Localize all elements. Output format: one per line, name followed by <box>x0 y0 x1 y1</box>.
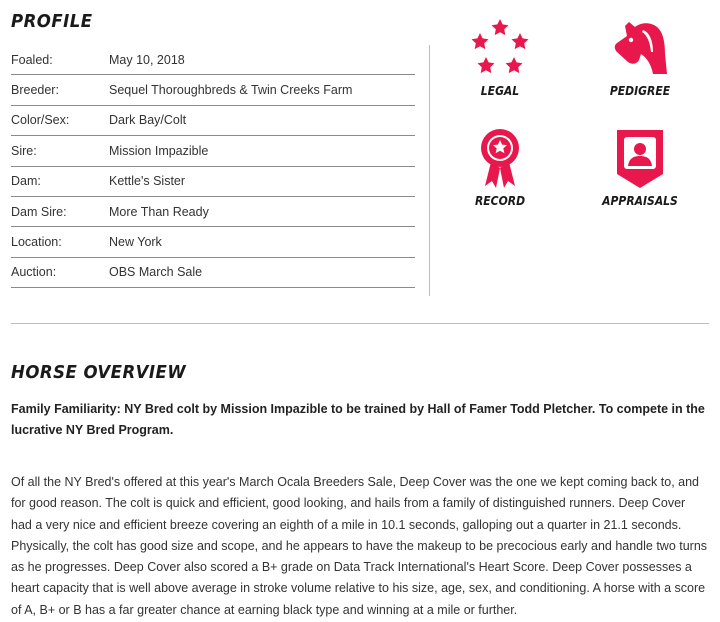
overview-heading: HORSE OVERVIEW <box>11 362 187 383</box>
profile-heading: PROFILE <box>11 11 93 32</box>
row-value: Dark Bay/Colt <box>109 113 187 128</box>
horse-head-icon <box>607 18 673 80</box>
section-divider <box>11 323 709 324</box>
appraisals-link[interactable] <box>580 128 700 208</box>
profile-row-breeder <box>11 75 415 105</box>
row-label: Color/Sex: <box>11 113 70 128</box>
row-label: Foaled: <box>11 52 53 67</box>
award-ribbon-icon <box>467 128 533 190</box>
overview-subtitle: Family Familiarity: NY Bred colt by Mission Impazible to be trained by Hall of Famer Todd Pletcher. To compete in the lucrative NY Bred Program. <box>11 402 705 437</box>
profile-row-dam-sire <box>11 197 415 227</box>
row-value: Mission Impazible <box>109 143 209 158</box>
row-label: Auction: <box>11 265 57 280</box>
row-label: Dam Sire: <box>11 204 67 219</box>
legal-label: LEGAL <box>480 84 520 98</box>
row-value: OBS March Sale <box>109 265 203 280</box>
appraisals-label: APPRAISALS <box>602 194 678 208</box>
row-value: More Than Ready <box>109 204 209 219</box>
row-label: Sire: <box>11 143 37 158</box>
portrait-badge-icon <box>607 128 673 190</box>
legal-link[interactable] <box>440 18 560 98</box>
row-label: Location: <box>11 235 62 250</box>
row-value: New York <box>109 235 162 250</box>
profile-row-color-sex <box>11 106 415 136</box>
profile-row-auction <box>11 258 415 288</box>
record-link[interactable] <box>440 128 560 208</box>
row-value: Kettle's Sister <box>109 174 186 189</box>
row-label: Dam: <box>11 174 41 189</box>
row-value: Sequel Thoroughbreds & Twin Creeks Farm <box>109 83 353 98</box>
record-label: RECORD <box>474 194 526 208</box>
row-value: May 10, 2018 <box>109 52 185 67</box>
row-label: Breeder: <box>11 83 59 98</box>
profile-row-foaled <box>11 45 415 75</box>
profile-table <box>11 45 415 288</box>
profile-row-dam <box>11 167 415 197</box>
overview-body: Of all the NY Bred's offered at this year's March Ocala Breeders Sale, Deep Cover was the one we kept coming back to, and for good reason. The colt is quick and efficient, good looking, and hails from a family of distinguished runners. Deep Cover had a very nice and efficient breeze covering an eighth of a mile in 10.1 seconds, galloping out a quarter in 21.1 seconds. Physically, the colt has good size and scope, and he appears to have the makeup to be precocious early and handle two turns as he progresses. Deep Cover also scored a B+ grade on Data Track International's Heart Score. Deep Cover possesses a heart capacity that is well above average in stroke volume relative to his size, age, sex, and conditioning. A horse with a score of A, B+ or B has a far greater chance at earning black type and winning at a mile or further. <box>11 475 708 617</box>
pedigree-label: PEDIGREE <box>609 84 671 98</box>
profile-row-sire <box>11 136 415 166</box>
vertical-divider <box>429 45 430 296</box>
stars-icon <box>467 18 533 80</box>
pedigree-link[interactable] <box>580 18 700 98</box>
profile-row-location <box>11 227 415 257</box>
